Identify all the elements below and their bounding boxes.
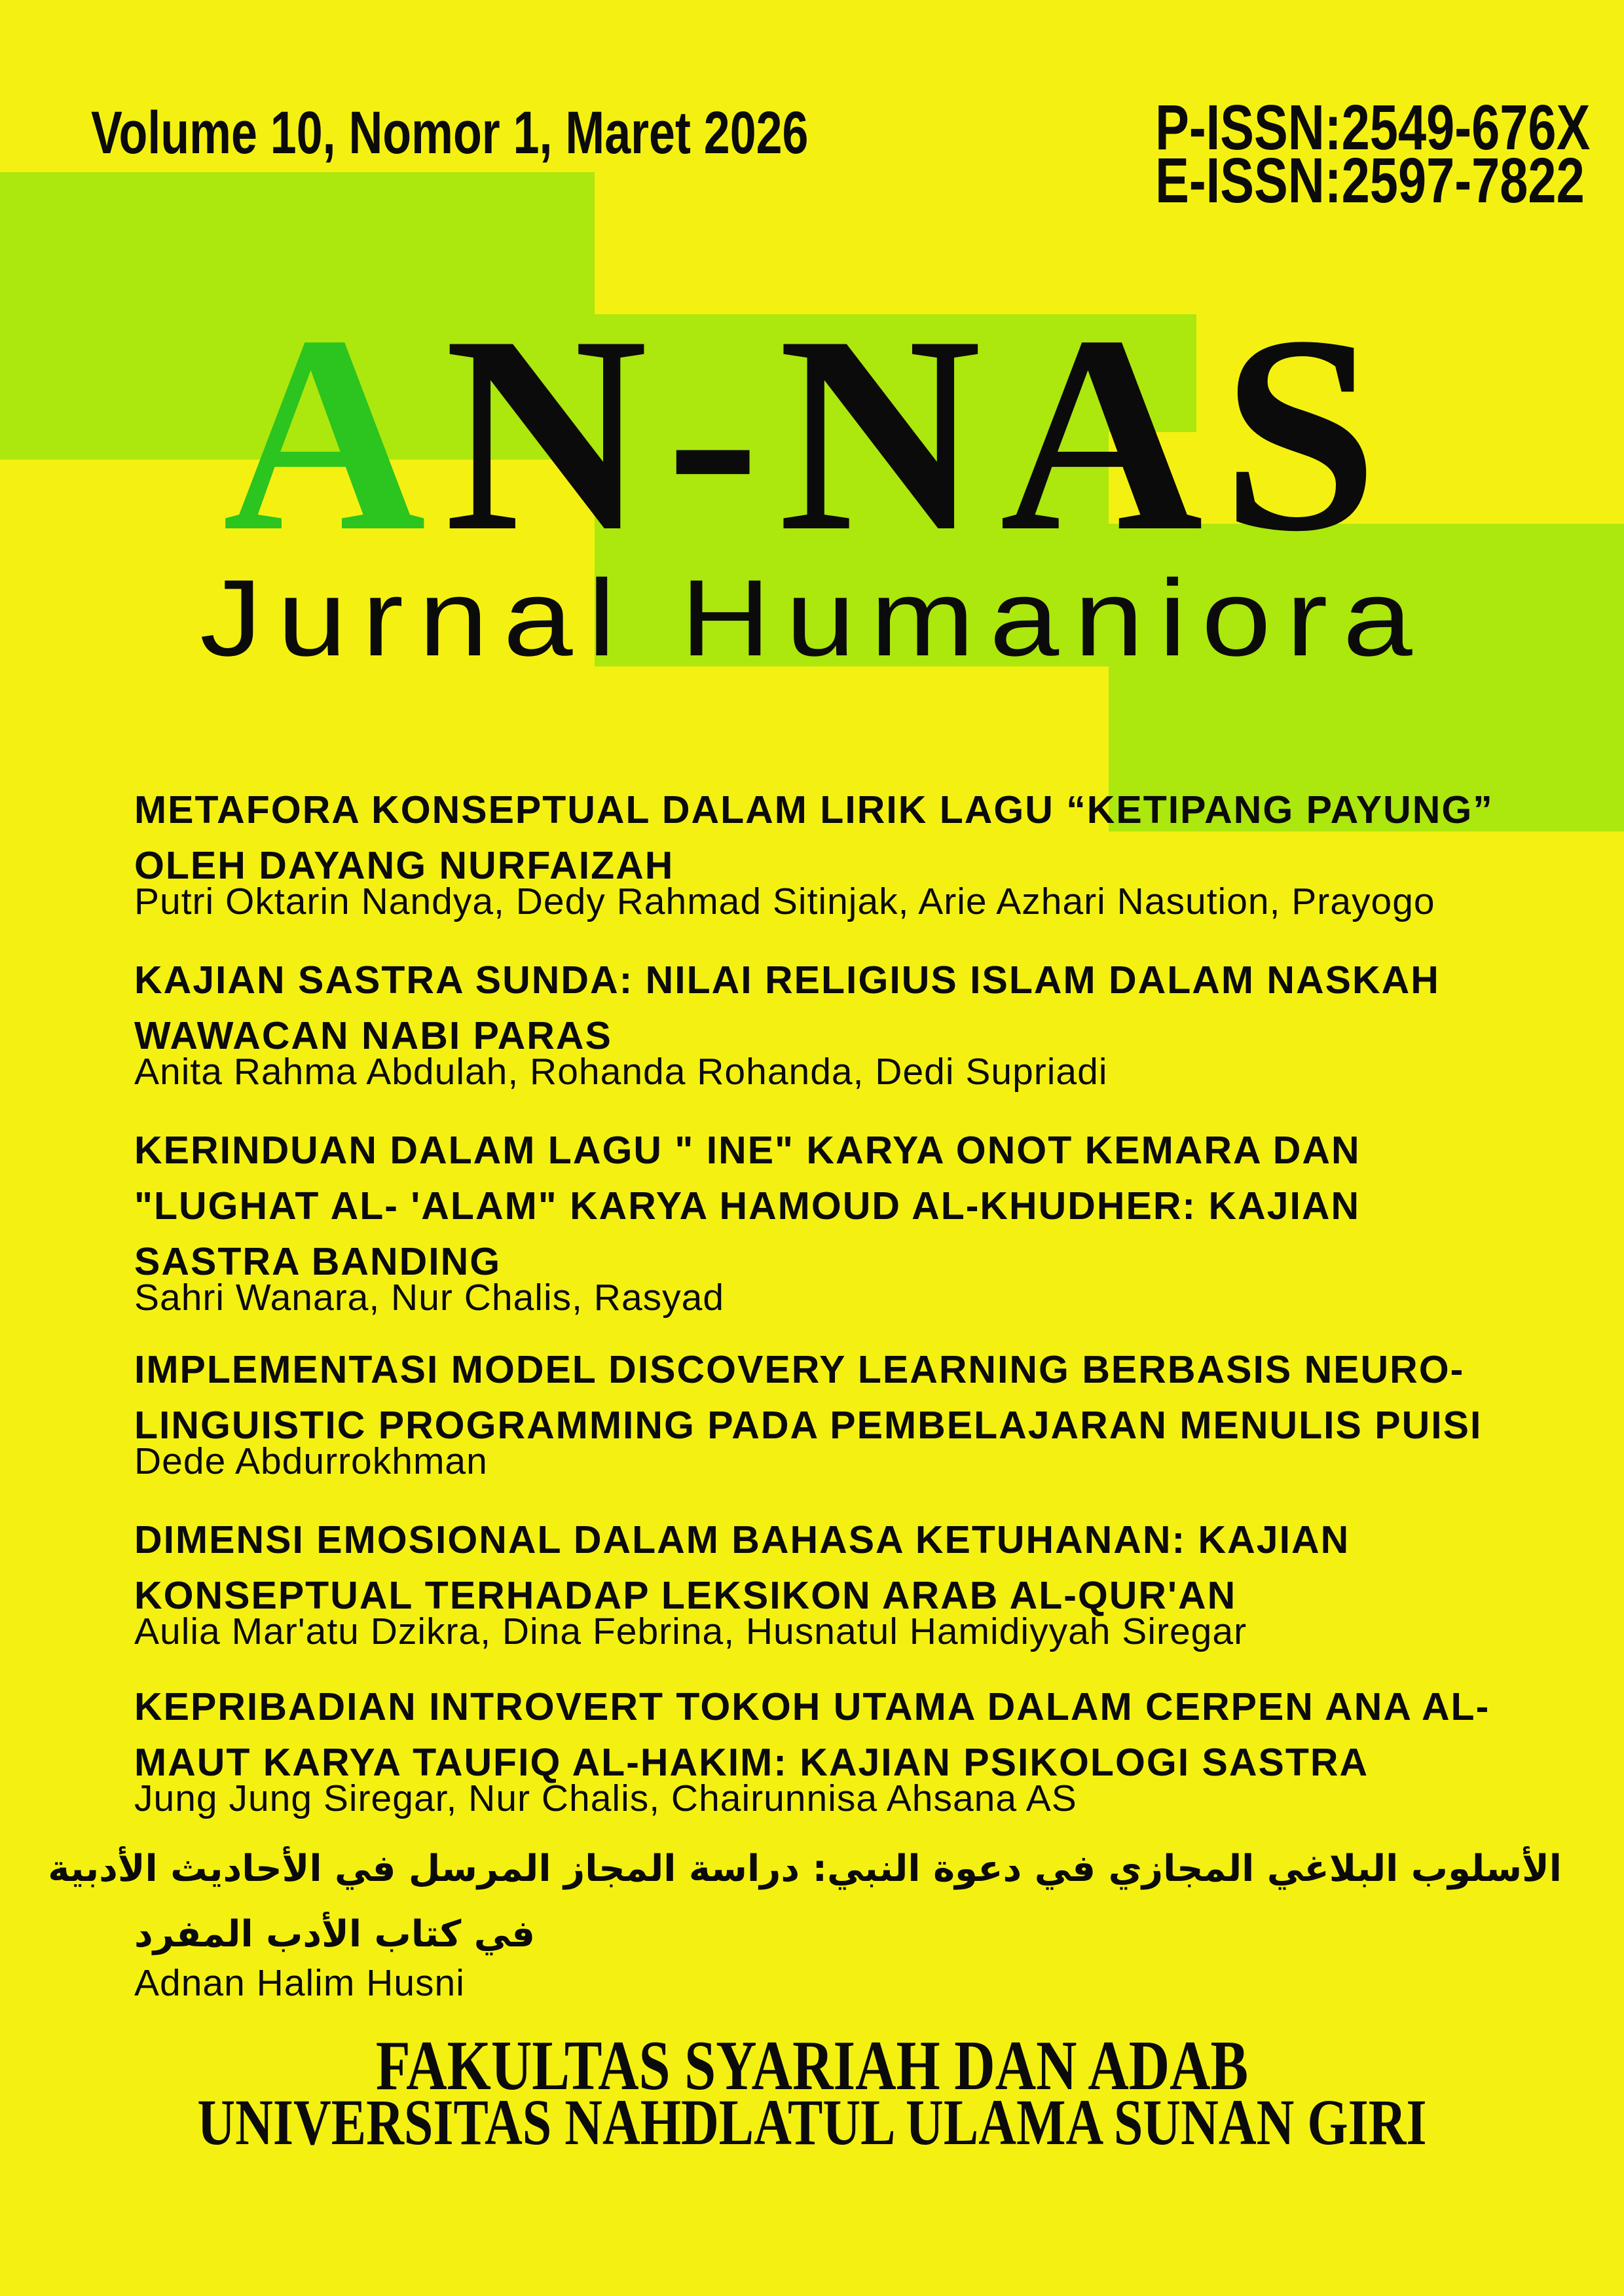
article-entry bbox=[134, 1342, 1562, 1489]
article-title-line: MAUT KARYA TAUFIQ AL-HAKIM: KAJIAN PSIKOLOGI SASTRA bbox=[134, 1741, 1369, 1784]
article-entry bbox=[134, 1679, 1562, 1827]
article-entry bbox=[48, 1836, 1562, 2011]
journal-title-initial: A bbox=[223, 278, 445, 590]
issn-block bbox=[1154, 92, 1590, 216]
article-title-line: LINGUISTIC PROGRAMMING PADA PEMBELAJARAN MENULIS PUISI bbox=[134, 1404, 1483, 1447]
article-authors: Putri Oktarin Nandya, Dedy Rahmad Sitinjak, Arie Azhari Nasution, Prayogo bbox=[134, 881, 1435, 922]
article-entry bbox=[134, 1512, 1562, 1660]
article-title-line: DIMENSI EMOSIONAL DALAM BAHASA KETUHANAN: KAJIAN bbox=[134, 1518, 1350, 1561]
article-title-line: SASTRA BANDING bbox=[134, 1240, 502, 1283]
article-title-line: OLEH DAYANG NURFAIZAH bbox=[134, 844, 674, 887]
article-authors: Dede Abdurrokhman bbox=[134, 1440, 488, 1482]
article-entry bbox=[134, 953, 1562, 1100]
article-title-line: METAFORA KONSEPTUAL DALAM LIRIK LAGU “KETIPANG PAYUNG” bbox=[134, 788, 1494, 831]
article-entry bbox=[134, 782, 1562, 930]
article-title-line: IMPLEMENTASI MODEL DISCOVERY LEARNING BERBASIS NEURO- bbox=[134, 1348, 1465, 1391]
journal-title bbox=[223, 278, 1397, 590]
article-title-line: KONSEPTUAL TERHADAP LEKSIKON ARAB AL-QUR'AN bbox=[134, 1574, 1237, 1617]
journal-subtitle: Jurnal Humaniora bbox=[200, 558, 1428, 679]
article-authors: Anita Rahma Abdulah, Rohanda Rohanda, Dedi Supriadi bbox=[134, 1051, 1108, 1093]
article-title-line: "LUGHAT AL- 'ALAM" KARYA HAMOUD AL-KHUDHER: KAJIAN bbox=[134, 1184, 1361, 1228]
journal-title-rest: N-NAS bbox=[444, 278, 1397, 590]
volume-issue-date: Volume 10, Nomor 1, Maret 2026 bbox=[91, 100, 809, 166]
article-title-line: KAJIAN SASTRA SUNDA: NILAI RELIGIUS ISLAM DALAM NASKAH bbox=[134, 958, 1440, 1002]
article-title-line: KERINDUAN DALAM LAGU " INE" KARYA ONOT KEMARA DAN bbox=[134, 1129, 1361, 1172]
article-title-line: في كتاب الأدب المفرد bbox=[134, 1913, 536, 1956]
article-authors: Aulia Mar'atu Dzikra, Dina Febrina, Husnatul Hamidiyyah Siregar bbox=[134, 1611, 1247, 1652]
p-issn: P-ISSN:2549-676X bbox=[1154, 92, 1590, 163]
e-issn: E-ISSN:2597-7822 bbox=[1154, 145, 1585, 216]
article-title-line: KEPRIBADIAN INTROVERT TOKOH UTAMA DALAM CERPEN ANA AL- bbox=[134, 1685, 1490, 1728]
article-authors: Sahri Wanara, Nur Chalis, Rasyad bbox=[134, 1277, 725, 1319]
university-name: UNIVERSITAS NAHDLATUL ULAMA SUNAN GIRI bbox=[197, 2086, 1427, 2159]
article-authors: Jung Jung Siregar, Nur Chalis, Chairunnisa Ahsana AS bbox=[134, 1777, 1077, 1819]
article-title-line: WAWACAN NABI PARAS bbox=[134, 1014, 612, 1057]
article-authors: Adnan Halim Husni bbox=[134, 1962, 465, 2004]
article-entry bbox=[134, 1123, 1562, 1326]
faculty-name: FAKULTAS SYARIAH DAN ADAB bbox=[375, 2027, 1249, 2105]
article-title-line: الأسلوب البلاغي المجازي في دعوة النبي: دراسة المجاز المرسل في الأحاديث الأدبية bbox=[48, 1848, 1562, 1890]
